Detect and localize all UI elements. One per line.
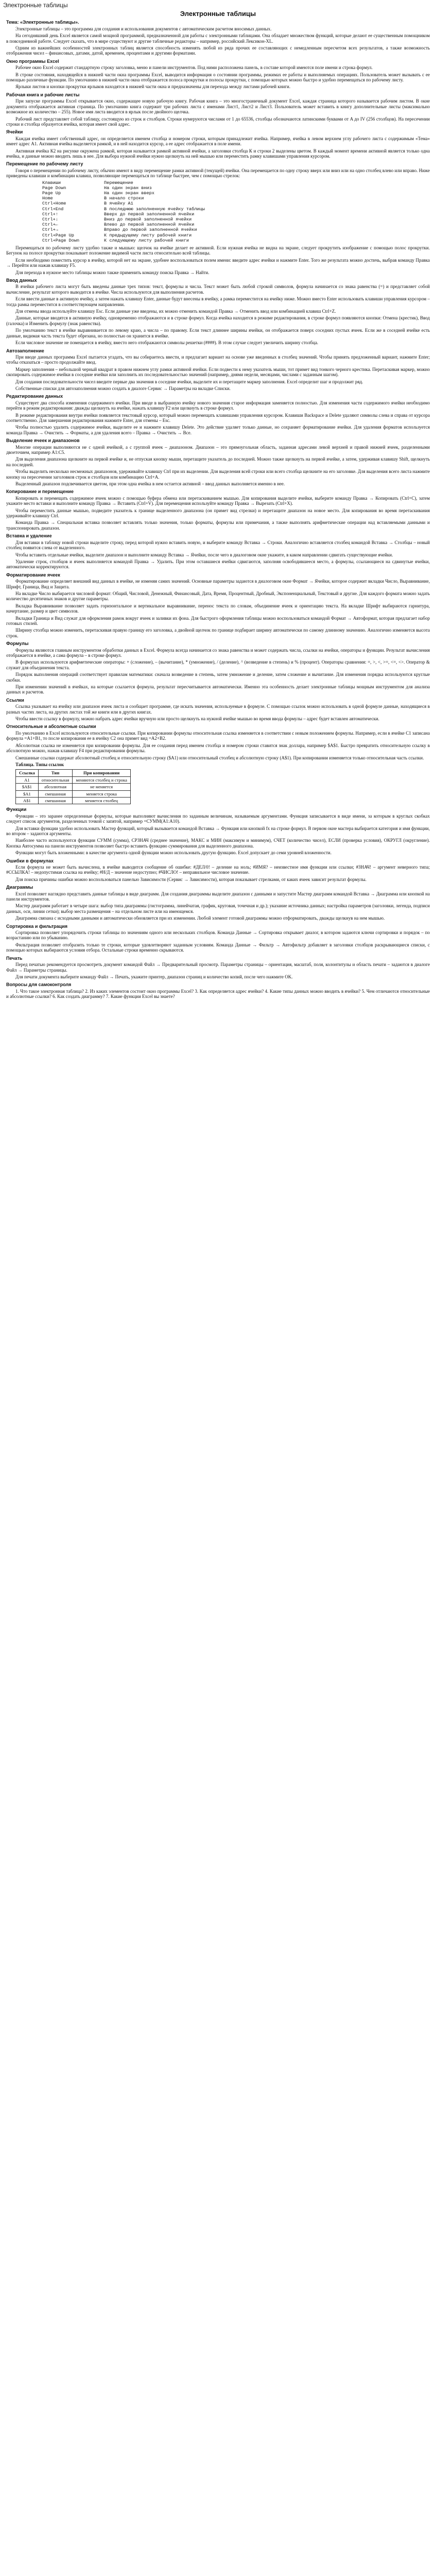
section-heading: Сортировка и фильтрация	[6, 923, 67, 929]
key-combo: Page Down	[42, 185, 66, 191]
section-heading: Автозаполнение	[6, 348, 44, 353]
paragraph: При вводе данных программа Excel пытается угадать, что вы собираетесь ввести, и предлагает вариант на основе уже введенных в столбец значений. Чтобы принять предложенный вариант, нажмите Enter; чтобы отказаться – просто продолжайте ввод.	[6, 354, 430, 365]
keys-row	[42, 238, 430, 243]
key-action: На один экран вниз	[104, 185, 152, 191]
key-combo: Ctrl+←	[42, 222, 58, 228]
paragraph: В строке состояния, находящейся в нижней части окна программы Excel, выводится информация о состоянии программы, режимах ее работы и выполняемых операциях. Пользователь может вызывать с ее помощью различные функции. По умолчанию в нижней части окна отображается полоса прокрутки и полосы прокрутки, с помощью которых можно быстро и удобно перемещаться по рабочему листу.	[6, 72, 430, 83]
key-action: В последнюю заполненную ячейку таблицы	[104, 206, 205, 212]
paragraph: Собственные списки для автозаполнения можно создать в диалоге Сервис → Параметры на вкладке Списки.	[15, 385, 231, 391]
section-heading: Вопросы для самоконтроля	[6, 982, 72, 988]
paragraph: Существует два способа изменения содержимого ячейки. При вводе в выбранную ячейку нового значения старое информация заменяется полностью. Для изменения части содержимого ячейки необходимо перейти в режим редактирования: дважды щелкнуть на ячейке, нажать клавишу F2 или щелкнуть в строке формул.	[6, 400, 430, 411]
keys-row	[42, 196, 430, 201]
table-cell: относительная	[38, 776, 73, 783]
paragraph: При изменении значений в ячейках, на которые ссылается формула, результат пересчитывается автоматически. Именно эта особенность делает электронные таблицы мощным инструментом для анализа данных и расчетов.	[6, 684, 430, 695]
section-heading: Ошибки в формулах	[6, 858, 54, 863]
reference-types-table	[15, 769, 131, 804]
paragraph: Форматирование определяет внешний вид данных в ячейке, не изменяя самих значений. Основные параметры задаются в диалоговом окне Формат → Ячейки, которое содержит вкладки Число, Выравнивание, Шрифт, Граница, Вид и Защита.	[6, 579, 430, 589]
section-heading: Формулы	[6, 641, 29, 647]
ref-table-header: Тип	[38, 770, 73, 776]
paragraph: Чтобы выделить несколько несмежных диапазонов, удерживайте клавишу Ctrl при их выделении. Для выделения всей строки или всего столбца щелкните на его заголовке. Для выделения всего листа нажмите кнопку на пересечении заголовков строк и столбцов или комбинацию Ctrl+A.	[6, 469, 430, 480]
section-heading: Функции	[6, 807, 27, 812]
key-combo: Ctrl+End	[42, 206, 64, 212]
paragraph: Каждая ячейка имеет собственный адрес, он определяется именем столбца и номером строки, которым принадлежит ячейка. Например, ячейка в левом верхнем углу рабочего листа с содержимым «Тема» имеет адрес A1. Активная ячейка выделяется рамкой, и в ней находится курсор, а ее адрес отображается в поле имени.	[6, 135, 430, 147]
paragraph: 1. Что такое электронная таблица? 2. Из каких элементов состоит окно программы Excel? 3. Как определяется адрес ячейки? 4. Какие типы данных можно вводить в ячейки? 5. Чем отличаются относительные и абсолютные ссылки? 6. Как создать диаграмму? 7. Какие функции Excel вы знаете?	[6, 988, 430, 999]
keys-header-key: Клавиши	[42, 180, 61, 185]
section-heading: Перемещение по рабочему листу	[6, 161, 83, 167]
sections-part-3	[6, 807, 430, 999]
paragraph: Чтобы вставить отдельные ячейки, выделите диапазон и выполните команду Вставка → Ячейки, после чего в диалоговом окне укажите, в каком направлении сдвигать существующие ячейки.	[15, 552, 393, 557]
section-heading: Выделение ячеек и диапазонов	[6, 438, 80, 444]
keys-row	[42, 233, 430, 238]
paragraph: Копировать и перемещать содержимое ячеек можно с помощью буфера обмена или перетаскиванием мышью. Для копирования выделите ячейки, выберите команду Правка → Копировать (Ctrl+C), затем укажите место вставки и выполните команду Правка → Вставить (Ctrl+V). Для перемещения используйте команду Правка → Вырезать (Ctrl+X).	[6, 495, 430, 506]
paragraph: Данные, которые вводятся в активную ячейку, одновременно отображаются и в строке формул. Когда ячейка находится в режиме редактирования, в строке формул появляются кнопки: Отмена (крестик), Ввод (галочка) и Изменить формулу (знак равенства).	[6, 315, 430, 326]
paragraph: Функции могут быть вложенными: в качестве аргумента одной функции можно использовать другую функцию. Excel допускает до семи уровней вложенности.	[15, 850, 332, 856]
paragraph: Рабочий лист представляет собой таблицу, состоящую из строк и столбцов. Строки нумеруются числами от 1 до 65536, столбцы обозначаются латинскими буквами от A до IV (256 столбцов). На пересечении строки и столбца образуется ячейка, которая имеет свой адрес.	[6, 116, 430, 127]
paragraph: Для выделения диапазона щелкните на первой ячейке и, не отпуская кнопку мыши, перетащите указатель до последней. Можно также щелкнуть на первой ячейке, а затем, удерживая клавишу Shift, щелкнуть на последней.	[6, 456, 430, 467]
key-combo: Ctrl+→	[42, 227, 58, 233]
paragraph: Удаление строк, столбцов и ячеек выполняется командой Правка → Удалить. При этом оставшиеся ячейки сдвигаются, заполняя освободившееся место, а формулы, ссылающиеся на сдвинутые ячейки, автоматически корректируются.	[6, 558, 430, 570]
paragraph: По умолчанию в Excel используются относительные ссылки. При копировании формулы относительная ссылка изменяется в соответствии с новым положением формулы. Например, если в ячейке C1 записана формула =A1+B1, то после копирования ее в ячейку C2 она примет вид =A2+B2.	[6, 730, 430, 741]
paragraph: Абсолютная ссылка не изменяется при копировании формулы. Для ее создания перед именем столбца и номером строки ставится знак доллара, например $A$1. Быстро превратить относительную ссылку в абсолютную можно, нажав клавишу F4 при редактировании формулы.	[6, 742, 430, 754]
section-heading: Копирование и перемещение	[6, 489, 74, 495]
section-heading: Окно программы Excel	[6, 58, 59, 64]
paragraph: Сортировка позволяет упорядочить строки таблицы по значениям одного или нескольких столбцов. Команда Данные → Сортировка открывает диалог, в котором задаются ключи сортировки и порядок – по возрастанию или по убыванию.	[6, 930, 430, 941]
table-cell: меняется строка	[73, 790, 131, 797]
keys-row	[42, 212, 430, 217]
paragraph: Для вставки функции удобно использовать Мастер функций, который вызывается командой Вставка → Функция или кнопкой fx на строке формул. В первом окне мастера выбирается категория и имя функции, во втором – задаются аргументы.	[6, 825, 430, 836]
key-combo: Ctrl+Home	[42, 201, 66, 207]
table-cell: меняются столбец и строка	[73, 776, 131, 783]
paragraph: На сегодняшний день Excel является самой мощной программой, предназначенной для работы с электронными таблицами. Она обладает множеством функций, которые делают ее существенным помощником в повседневной работе. Следует сказать, что в мире существуют и другие табличные редакторы – например, российский Лексикон-XL.	[6, 33, 430, 44]
paragraph: Диаграмма связана с исходными данными и автоматически обновляется при их изменении. Любой элемент готовой диаграммы можно отформатировать, дважды щелкнув на нем мышью.	[15, 916, 385, 921]
paragraph: Если необходимо поместить курсор в ячейку, которой нет на экране, удобнее воспользоваться полем имени: введите адрес ячейки и нажмите Enter. Того же результата можно достичь, выбрав команду Правка → Перейти или нажав клавишу F5.	[6, 257, 430, 268]
paragraph: Для вставки в таблицу новой строки выделите строку, перед которой нужно вставить новую, и выберите команду Вставка → Строки. Аналогично вставляется столбец командой Вставка → Столбцы – новый столбец появится слева от выделенного.	[6, 539, 430, 551]
paragraph: Рабочее окно Excel содержит стандартную строку заголовка, меню и панели инструментов. Под ними расположена панель, в составе которой имеются поле имени и строка формул.	[15, 65, 373, 71]
paragraph: Перед печатью рекомендуется просмотреть документ командой Файл → Предварительный просмотр. Параметры страницы – ориентация, масштаб, поля, колонтитулы и область печати – задаются в диалоге Файл → Параметры страницы.	[6, 962, 430, 973]
section-heading: Печать	[6, 955, 23, 961]
key-combo: Ctrl+Page Up	[42, 232, 74, 238]
table-cell: смешанная	[38, 797, 73, 804]
key-combo: Home	[42, 196, 53, 201]
key-action: К следующему листу рабочей книги	[104, 238, 189, 243]
key-action: Влево до первой заполненной ячейки	[104, 222, 195, 228]
sections-part-1	[6, 20, 430, 178]
key-action: К предыдущему листу рабочей книги	[104, 232, 192, 238]
section-heading: Вставка и удаление	[6, 533, 52, 539]
paragraph: Ссылка указывает на ячейку или диапазон ячеек листа и сообщает программе, где искать значения, используемые в формуле. С помощью ссылок можно использовать в одной формуле данные, находящиеся в разных частях листа, на других листах той же книги или в других книгах.	[6, 704, 430, 715]
key-action: Вниз до первой заполненной ячейки	[104, 216, 192, 222]
table-cell: A$1	[16, 797, 39, 804]
paragraph: Ярлыки листов и кнопки прокрутки ярлыков находятся в нижней части окна и предназначены для перехода между листами рабочей книги.	[15, 84, 291, 90]
table-cell: абсолютная	[38, 784, 73, 790]
keys-row	[42, 217, 430, 222]
keys-row	[42, 185, 430, 191]
paragraph: Мастер диаграмм работает в четыре шага: выбор типа диаграммы (гистограмма, линейчатая, график, круговая, точечная и др.); указание источника данных; настройка параметров (заголовки, легенда, подписи данных, оси, линии сетки); выбор места размещения – на отдельном листе или на имеющемся.	[6, 903, 430, 914]
paragraph: Говоря о перемещении по рабочему листу, обычно имеют в виду перемещение рамки активной (текущей) ячейки. Она перемещается по одну строку вверх или вниз или на одно столбец влево или вправо. Ниже приведены клавиши и комбинации клавиш, позволяющие перемещаться по таблице быстрее, чем с помощью стрелок:	[6, 167, 430, 179]
section-heading: Диаграммы	[6, 885, 33, 890]
keys-header-action: Перемещение	[104, 180, 133, 185]
keys-table	[42, 180, 430, 243]
paragraph: Многие операции выполняются не с одной ячейкой, а с группой ячеек – диапазоном. Диапазон – это прямоугольная область, заданная адресами левой верхней и правой нижней ячеек, разделенными двоеточием, например A1:C5.	[6, 444, 430, 455]
keys-row	[42, 207, 430, 212]
section-heading: Ввод данных	[6, 278, 37, 283]
paragraph: Одним из важнейших особенностей электронных таблиц является способность изменять любой из ряда прочих ее составляющих с немедленным пересчетом всех результатов, а также возможность отображения чисел – финансовых, датами, датой, временем, процентами и другими форматами.	[6, 45, 430, 56]
section-heading: Ячейки	[6, 129, 23, 135]
paragraph: Формулы являются главным инструментом обработки данных в Excel. Формула всегда начинается со знака равенства и может содержать числа, ссылки на ячейки, операторы и функции. Результат вычисления отображается в ячейке, а сама формула – в строке формул.	[6, 647, 430, 658]
paragraph: Чтобы переместить данные мышью, подведите указатель к границе выделенного диапазона (он примет вид стрелки) и перетащите диапазон на новое место. Для копирования во время перетаскивания удерживайте клавишу Ctrl.	[6, 507, 430, 519]
ref-table-header: При копировании	[73, 770, 131, 776]
paragraph: Если числовое значение не помещается в ячейку, вместо него отображаются символы решетки (####). В этом случае следует увеличить ширину столбца.	[15, 340, 319, 346]
key-action: В ячейку A1	[104, 201, 133, 207]
keys-row	[42, 191, 430, 196]
paragraph: Для создания последовательности чисел введите первые два значения в соседние ячейки, выделите их и перетащите маркер заполнения. Excel определит шаг и продолжит ряд.	[15, 379, 363, 384]
table-cell: не меняется	[73, 784, 131, 790]
key-action: Вправо до первой заполненной ячейки	[104, 227, 197, 233]
table-cell: смешанная	[38, 790, 73, 797]
ref-table-caption: Таблица. Типы ссылок	[15, 761, 64, 767]
key-combo: Ctrl+↑	[42, 211, 58, 217]
paragraph: Выделенный диапазон подсвечивается цветом, при этом одна ячейка в нем остается активной – ввод данных выполняется именно в нее.	[15, 481, 285, 487]
section-heading: Ссылки	[6, 697, 24, 703]
paragraph: Электронные таблицы – это программа для создания и использования документов с автоматическим расчетом вносимых данных.	[15, 26, 272, 31]
key-action: Вверх до первой заполненной ячейки	[104, 211, 195, 217]
paragraph: Ширину столбца можно изменить, перетаскивая правую границу его заголовка, а двойной щелчок по границе подбирает ширину автоматически по самому длинному значению. Аналогично изменяется высота строк.	[6, 628, 430, 638]
paragraph: Для поиска причины ошибки можно воспользоваться панелью Зависимости (Сервис → Зависимости), которая показывает стрелками, от каких ячеек зависит результат формулы.	[15, 876, 367, 882]
table-row	[16, 790, 131, 797]
section-heading: Форматирование ячеек	[6, 572, 60, 578]
paragraph: Наиболее часто используются функции СУММ (сумма), СРЗНАЧ (среднее значение), МАКС и МИН (максимум и минимум), СЧЕТ (количество чисел), ЕСЛИ (проверка условия), ОКРУГЛ (округление). Кнопка Автосумма на панели инструментов позволяет быстро вставить функцию суммирования для выделенного диапазона.	[6, 838, 430, 849]
paragraph: Команда Правка → Специальная вставка позволяет вставлять только значения, только форматы, формулы или примечания, а также выполнять арифметические операции над вставляемыми данными и транспонировать диапазон.	[6, 520, 430, 531]
ref-table-header: Ссылка	[16, 770, 39, 776]
key-action: На один экран вверх	[104, 190, 154, 196]
paragraph: Перемещаться по рабочему листу удобно также и мышью: щелчок на ячейке делает ее активной. Если нужная ячейка не видна на экране, следует прокрутить изображение с помощью полос прокрутки. Бегунок на полосе прокрутки показывает положение видимой части листа относительно всей таблицы.	[6, 245, 430, 256]
paragraph: Порядок выполнения операций соответствует правилам математики: сначала возведение в степень, затем умножение и деление, затем сложение и вычитание. Для изменения порядка используются круглые скобки.	[6, 672, 430, 683]
paragraph: Для печати документа выберите команду Файл → Печать, укажите принтер, диапазон страниц и количество копий, после чего нажмите OK.	[15, 974, 293, 979]
sections-part-2	[6, 245, 430, 760]
paragraph: Чтобы полностью удалить содержимое ячейки, выделите ее и нажмите клавишу Delete. Это действие удаляет только данные, но сохраняет форматирование ячейки. Для удаления форматов используется команда Правка → Очистить → Форматы, а для удаления всего – Правка → Очистить → Все.	[6, 425, 430, 435]
key-combo: Ctrl+↓	[42, 216, 58, 222]
paragraph: Вкладка Выравнивание позволяет задать горизонтальное и вертикальное выравнивание, перенос текста по словам, объединение ячеек и ориентацию текста. На вкладке Шрифт выбираются гарнитура, начертание, размер и цвет символов.	[6, 603, 430, 614]
paragraph: Для отмены ввода используйте клавишу Esc. Если данные уже введены, их можно отменить командой Правка → Отменить ввод или комбинацией клавиш Ctrl+Z.	[15, 309, 336, 314]
table-row	[16, 776, 131, 783]
section-heading: Тема: «Электронные таблицы».	[6, 20, 79, 25]
paragraph: По умолчанию текст в ячейке выравнивается по левому краю, а числа – по правому. Если текст длиннее ширины ячейки, он отображается поверх соседних пустых ячеек. Если же в соседней ячейке есть данные, видимая часть текста будет обрезана, но полностью он хранится в ячейке.	[6, 328, 430, 338]
key-action: В начало строки	[104, 196, 144, 201]
table-cell: меняется столбец	[73, 797, 131, 804]
paragraph: Excel позволяет наглядно представить данные таблицы в виде диаграмм. Для создания диаграммы выделите диапазон с данными и запустите Мастер диаграмм командой Вставка → Диаграмма или кнопкой на панели инструментов.	[6, 891, 430, 902]
paragraph: Если ввести данные в активную ячейку, а затем нажать клавишу Enter, данные будут внесены в ячейку, а рамка переместится на ячейку ниже. Можно вместо Enter использовать клавиши управления курсором – тогда рамка переместится в соответствующем направлении.	[6, 296, 430, 307]
paragraph: Чтобы ввести ссылку в формулу, можно набрать адрес ячейки вручную или просто щелкнуть на нужной ячейке мышью во время ввода формулы – адрес будет вставлен автоматически.	[15, 716, 379, 722]
paragraph: В ячейки рабочего листа могут быть введены данные трех типов: текст, формулы и числа. Текст может быть любой строкой символов, формула начинается со знака равенства (=) и представляет собой вычисление, результат которого выводится в ячейке. Числа используются для выполнения расчетов.	[6, 284, 430, 295]
section-heading: Рабочая книга и рабочие листы	[6, 92, 80, 97]
paragraph: На вкладке Число выбирается числовой формат: Общий, Числовой, Денежный, Финансовый, Дата, Время, Процентный, Дробный, Экспоненциальный, Текстовый и другие. Для каждого формата можно задать количество десятичных знаков и другие параметры.	[6, 590, 430, 602]
paragraph: В формулах используются арифметические операторы: + (сложение), – (вычитание), * (умножение), / (деление), ^ (возведение в степень) и % (процент). Операторы сравнения: =, >, <, >=, <=, <>. Оператор & служит для объединения текста.	[6, 659, 430, 670]
table-row	[16, 784, 131, 790]
paragraph: Активная ячейка К2 на рисунке окружена рамкой, которая называется рамкой активной ячейки, а заголовки столбца К и строки 2 выделены цветом. В каждый момент времени активной является только одна ячейка, и данные можно вводить лишь в нее. Для выбора нужной ячейки нужно щелкнуть на ней мышью или переместить рамку клавишами управления курсором.	[6, 148, 430, 159]
paragraph: Функции – это заранее определенные формулы, которые выполняют вычисления по заданным величинам, называемым аргументами. Функция записывается в виде имени, за которым в круглых скобках следует список аргументов, разделенных точкой с запятой, например =СУММ(A1:A10).	[6, 813, 430, 824]
table-cell: $A$1	[16, 784, 39, 790]
table-row	[16, 797, 131, 804]
keys-row	[42, 201, 430, 206]
keys-row	[42, 222, 430, 227]
paragraph: При запуске программы Excel открывается окно, содержащее новую рабочую книгу. Рабочая книга – это многостраничный документ Excel, каждая страница которого называется рабочим листом. В окне документа отображается активная страница. По умолчанию книга содержит три рабочих листа с именами Лист1, Лист2 и Лист3. Пользователь может вставить в книгу дополнительные листы (максимально возможное их количество – 255). Новое имя листа вводится в ярлык после двойного щелчка.	[6, 98, 430, 115]
key-combo: Page Up	[42, 190, 61, 196]
paragraph: В режиме редактирования внутри ячейки появляется текстовый курсор, который можно перемещать клавишами управления курсором. Клавиши Backspace и Delete удаляют символы слева и справа от курсора соответственно. Для завершения редактирования нажмите Enter, для отмены – Esc.	[6, 412, 430, 423]
keys-row	[42, 227, 430, 232]
paragraph: Вкладки Граница и Вид служат для оформления рамок вокруг ячеек и заливки их фона. Для быстрого оформления таблицы можно воспользоваться командой Формат → Автоформат, которая предлагает набор готовых стилей.	[6, 615, 430, 626]
window-title: Электронные таблицы	[3, 2, 68, 9]
paragraph: Фильтрация позволяет отобразить только те строки, которые удовлетворяют заданным условиям. Команда Данные → Фильтр → Автофильтр добавляет в заголовки столбцов раскрывающиеся списки, с помощью которых выбираются условия отбора. Остальные строки временно скрываются.	[6, 942, 430, 953]
table-cell: A1	[16, 776, 39, 783]
document-body	[6, 11, 430, 1001]
section-heading: Редактирование данных	[6, 394, 63, 399]
table-cell: $A1	[16, 790, 39, 797]
keys-header-row	[42, 180, 430, 185]
key-combo: Ctrl+Page Down	[42, 238, 80, 243]
document-title: Электронные таблицы	[180, 10, 256, 18]
paragraph: Если формула не может быть вычислена, в ячейке выводится сообщение об ошибке: #ДЕЛ/0! – деление на ноль; #ИМЯ? – неизвестное имя функции или ссылки; #ЗНАЧ! – аргумент неверного типа; #ССЫЛКА! – недопустимая ссылка на ячейку; #Н/Д – значение недоступно; #ЧИСЛО! – неправильное числовое значение.	[6, 865, 430, 875]
paragraph: Для перехода в нужное место таблицы можно также применить команду поиска Правка → Найти.	[15, 269, 210, 275]
paragraph: Маркер заполнения – небольшой черный квадрат в правом нижнем углу рамки активной ячейки. Если подвести к нему указатель мыши, тот примет вид тонкого черного крестика. Перетаскивая маркер, можно скопировать содержимое ячейки в соседние ячейки или заполнить их последовательностью значений (например, днями недели, месяцами, числами с заданным шагом).	[6, 366, 430, 378]
paragraph: Смешанные ссылки содержат абсолютный столбец и относительную строку ($A1) или относительный столбец и абсолютную строку (A$1). При копировании изменяется только относительная часть ссылки.	[15, 755, 424, 760]
section-heading: Относительные и абсолютные ссылки	[6, 724, 96, 730]
